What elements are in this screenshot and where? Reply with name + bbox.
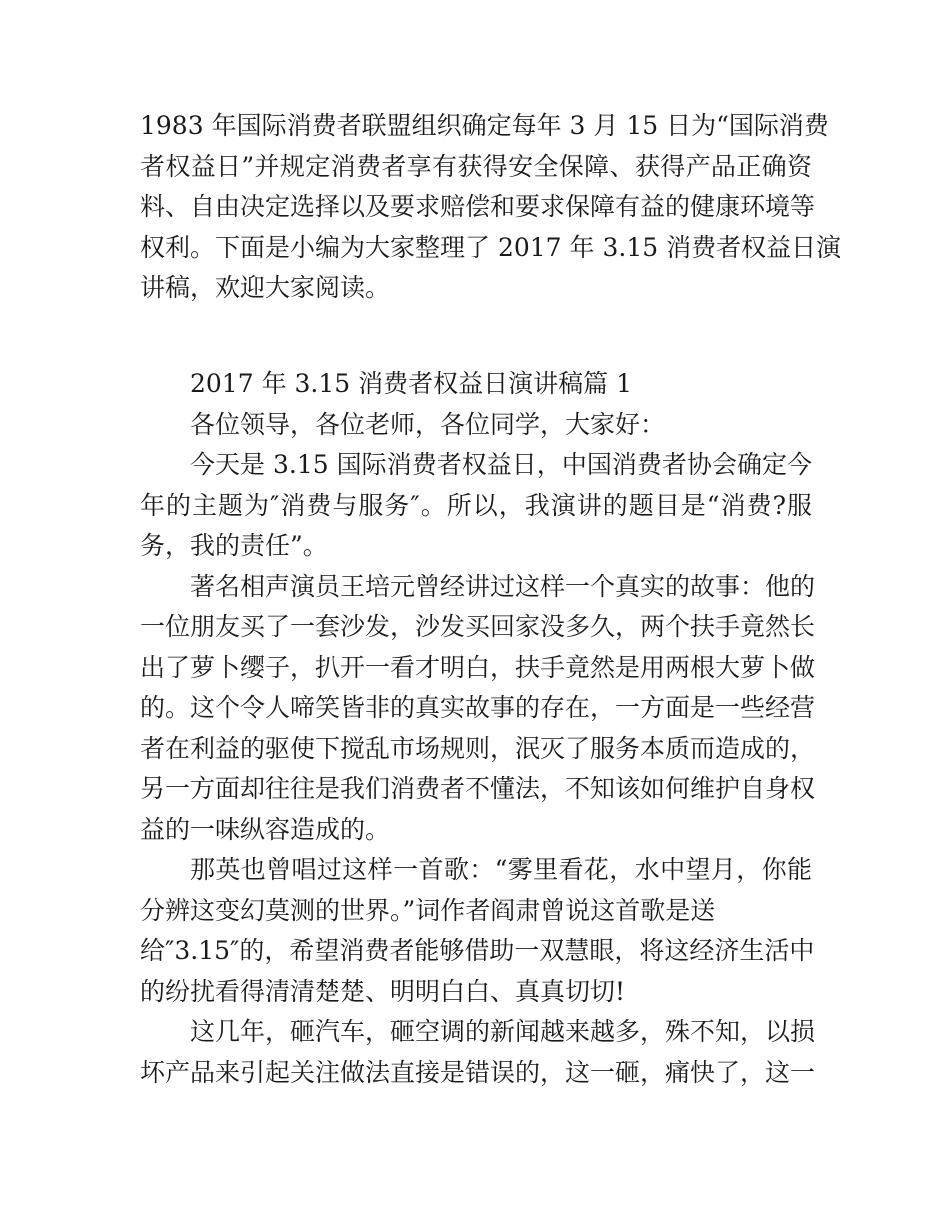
paragraph-line: 年的主题为″消费与服务″。所以，我演讲的题目是“消费?服 (140, 490, 812, 520)
intro-line: 讲稿，欢迎大家阅读。 (140, 273, 391, 302)
paragraph-line: 著名相声演员王培元曾经讲过这样一个真实的故事：他的 (190, 571, 816, 601)
intro-line: 权利。下面是小编为大家整理了 2017 年 3.15 消费者权益日演 (140, 232, 842, 262)
paragraph-line: 益的一味纵容造成的。 (140, 814, 391, 844)
paragraph-line: 的。这个令人啼笑皆非的真实故事的存在，一方面是一些经营 (140, 693, 816, 722)
paragraph-line: 者在利益的驱使下搅乱市场规则，泯灭了服务本质而造成的， (140, 733, 816, 763)
greeting: 各位领导，各位老师，各位同学，大家好： (190, 409, 666, 439)
paragraph-line: 那英也曾唱过这样一首歌：“雾里看花，水中望月，你能 (190, 855, 812, 884)
intro-paragraph (140, 106, 842, 309)
paragraph-line: 另一方面却往往是我们消费者不懂法，不知该如何维护自身权 (140, 774, 816, 803)
paragraph-line: 坏产品来引起关注做法直接是错误的，这一砸，痛快了，这一 (140, 1057, 816, 1087)
paragraph-line: 出了萝卜缨子，扒开一看才明白，扶手竟然是用两根大萝卜做 (140, 652, 816, 682)
paragraph-line: 一位朋友买了一套沙发，沙发买回家没多久，两个扶手竟然长 (140, 612, 816, 641)
paragraph-line: 分辨这变幻莫测的世界。”词作者阎肃曾说这首歌是送 (140, 895, 716, 925)
speech-article (140, 364, 816, 1093)
intro-line: 者权益日”并规定消费者享有获得安全保障、获得产品正确资 (140, 151, 812, 181)
paragraph-line: 给″3.15″的，希望消费者能够借助一双慧眼，将这经济生活中 (140, 936, 815, 965)
paragraph-line: 的纷扰看得清清楚楚、明明白白、真真切切! (140, 976, 626, 1006)
paragraph-line: 今天是 3.15 国际消费者权益日，中国消费者协会确定今 (190, 450, 812, 479)
intro-line: 料、自由决定选择以及要求赔偿和要求保障有益的健康环境等 (140, 192, 816, 221)
paragraph-line: 务，我的责任”。 (140, 531, 328, 560)
paragraph-line: 这几年，砸汽车，砸空调的新闻越来越多，殊不知，以损 (190, 1017, 816, 1046)
intro-line: 1983 年国际消费者联盟组织确定每年 3 月 15 日为“国际消费 (140, 111, 829, 140)
article-heading: 2017 年 3.15 消费者权益日演讲稿篇 1 (190, 369, 632, 398)
